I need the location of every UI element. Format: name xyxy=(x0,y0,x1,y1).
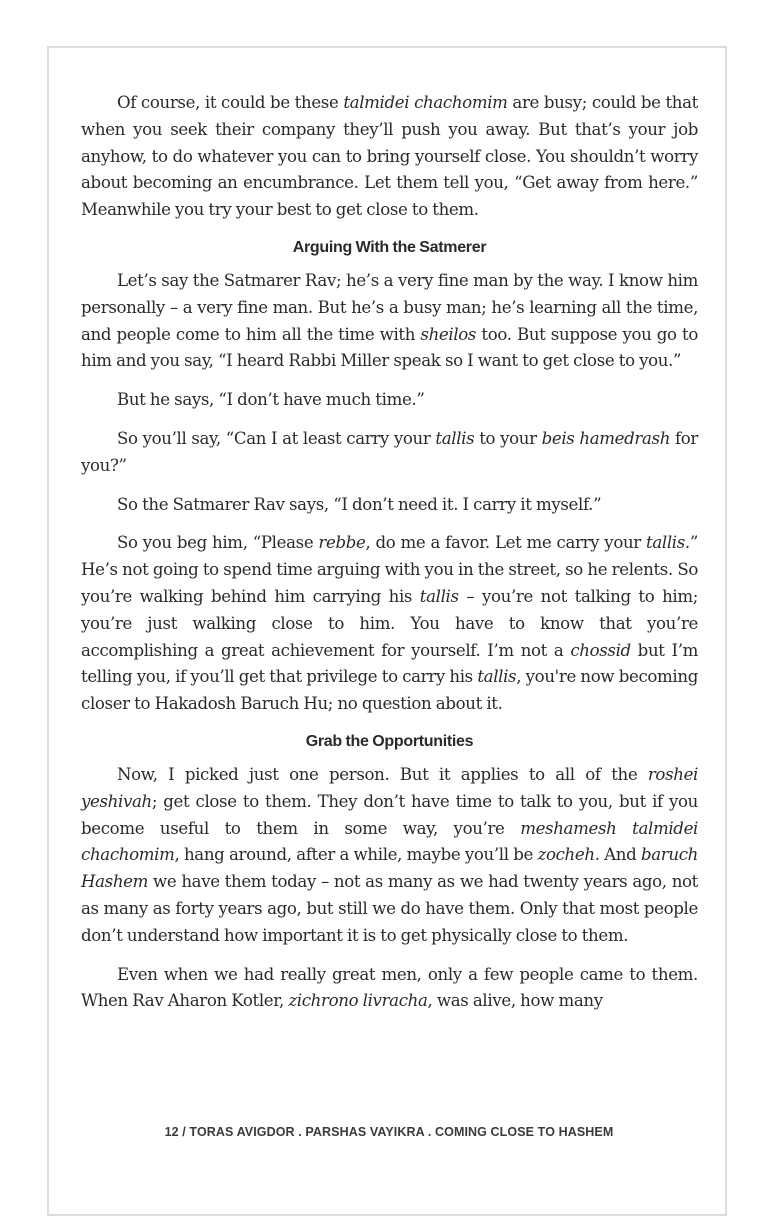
italic-term: zocheh xyxy=(537,845,595,865)
italic-term: baruch Hashem xyxy=(81,845,698,892)
text-run: but I’m telling you, if you’ll get that privilege to carry his xyxy=(81,640,699,687)
paragraph xyxy=(81,962,698,1016)
italic-term: chossid xyxy=(570,640,631,660)
text-run: ” He’s not going to spend time arguing with you in the street, so he relents. So you’re walking behind him carrying his xyxy=(81,533,698,606)
text-run: Even when we had really great men, only a few people came to them. When Rav Aharon Kotler, xyxy=(81,964,698,1011)
text-run: Let’s say the Satmarer Rav; he’s a very fine man by the way. I know him personally – a very fine man. But he’s a busy man; he’s learning all the time, and people come to him all the time with xyxy=(81,270,698,344)
paragraph xyxy=(81,268,698,375)
text-run: , you're now becoming closer to Hakadosh Baruch Hu; no question about it. xyxy=(81,667,699,714)
paragraph xyxy=(81,492,698,519)
italic-term: roshei yeshivah xyxy=(81,764,698,811)
page-body xyxy=(81,90,698,1027)
italic-term: rebbe xyxy=(318,533,366,553)
text-run: , was alive, how many xyxy=(427,991,603,1011)
text-run: But he says, “I don’t have much time.” xyxy=(117,390,425,410)
text-run: , hang around, after a while, maybe you’ll be xyxy=(174,845,538,865)
italic-term: beis hamedrash xyxy=(541,428,671,448)
paragraph xyxy=(81,426,698,480)
italic-term: tallis xyxy=(419,586,459,606)
paragraph xyxy=(81,387,698,414)
text-run: – you’re not talking to him; you’re just walking close to him. You have to know that you’re accomplishing a great achievement for yourself. I’m not a xyxy=(81,586,698,660)
italic-term: tallis xyxy=(435,428,475,448)
italic-term: tallis. xyxy=(646,533,690,553)
page-footer: 12 / TORAS AVIGDOR . PARSHAS VAYIKRA . COMING CLOSE TO HASHEM xyxy=(164,1125,614,1139)
text-run: too. But suppose you go to him and you say, “I heard Rabbi Miller speak so I want to get close to you.” xyxy=(81,324,698,371)
text-run: So you beg him, “Please xyxy=(117,533,319,553)
text-run: we have them today – not as many as we had twenty years ago, not as many as forty years ago, but still we do have them. Only that most people don’t understand how important it is to get physically close to them. xyxy=(81,872,698,945)
section-heading: Arguing With the Satmerer xyxy=(292,238,487,256)
italic-term: sheilos xyxy=(420,324,477,344)
text-run: Now, I picked just one person. But it applies to all of the xyxy=(117,764,648,784)
book-page xyxy=(47,46,727,1216)
italic-term: tallis xyxy=(477,667,517,687)
text-run: ; get close to them. They don’t have time to talk to you, but if you become useful to them in some way, you’re xyxy=(81,791,698,838)
text-run: So the Satmarer Rav says, “I don’t need it. I carry it myself.” xyxy=(117,494,602,514)
text-run: are busy; could be that when you seek their company they’ll push you away. But that’s your job anyhow, to do whatever you can to bring yourself close. You shouldn’t worry about becoming an encumbrance. Let them tell you, “Get away from here.” Meanwhile you try your best to get close to them. xyxy=(81,93,698,220)
italic-term: meshamesh talmidei chachomim xyxy=(81,818,698,865)
text-run: , do me a favor. Let me carry your xyxy=(365,533,647,553)
paragraph xyxy=(81,530,698,718)
italic-term: talmidei chachomim xyxy=(343,93,508,112)
text-run: So you’ll say, “Can I at least carry your xyxy=(117,428,436,448)
section-heading: Grab the Opportunities xyxy=(305,732,474,750)
text-run: . And xyxy=(594,845,641,865)
paragraph xyxy=(81,90,698,224)
text-run: for you?” xyxy=(81,428,698,475)
text-run: Of course, it could be these xyxy=(117,93,344,112)
italic-term: zichrono livracha xyxy=(288,991,428,1011)
text-run: to your xyxy=(474,428,542,448)
paragraph xyxy=(81,762,698,950)
